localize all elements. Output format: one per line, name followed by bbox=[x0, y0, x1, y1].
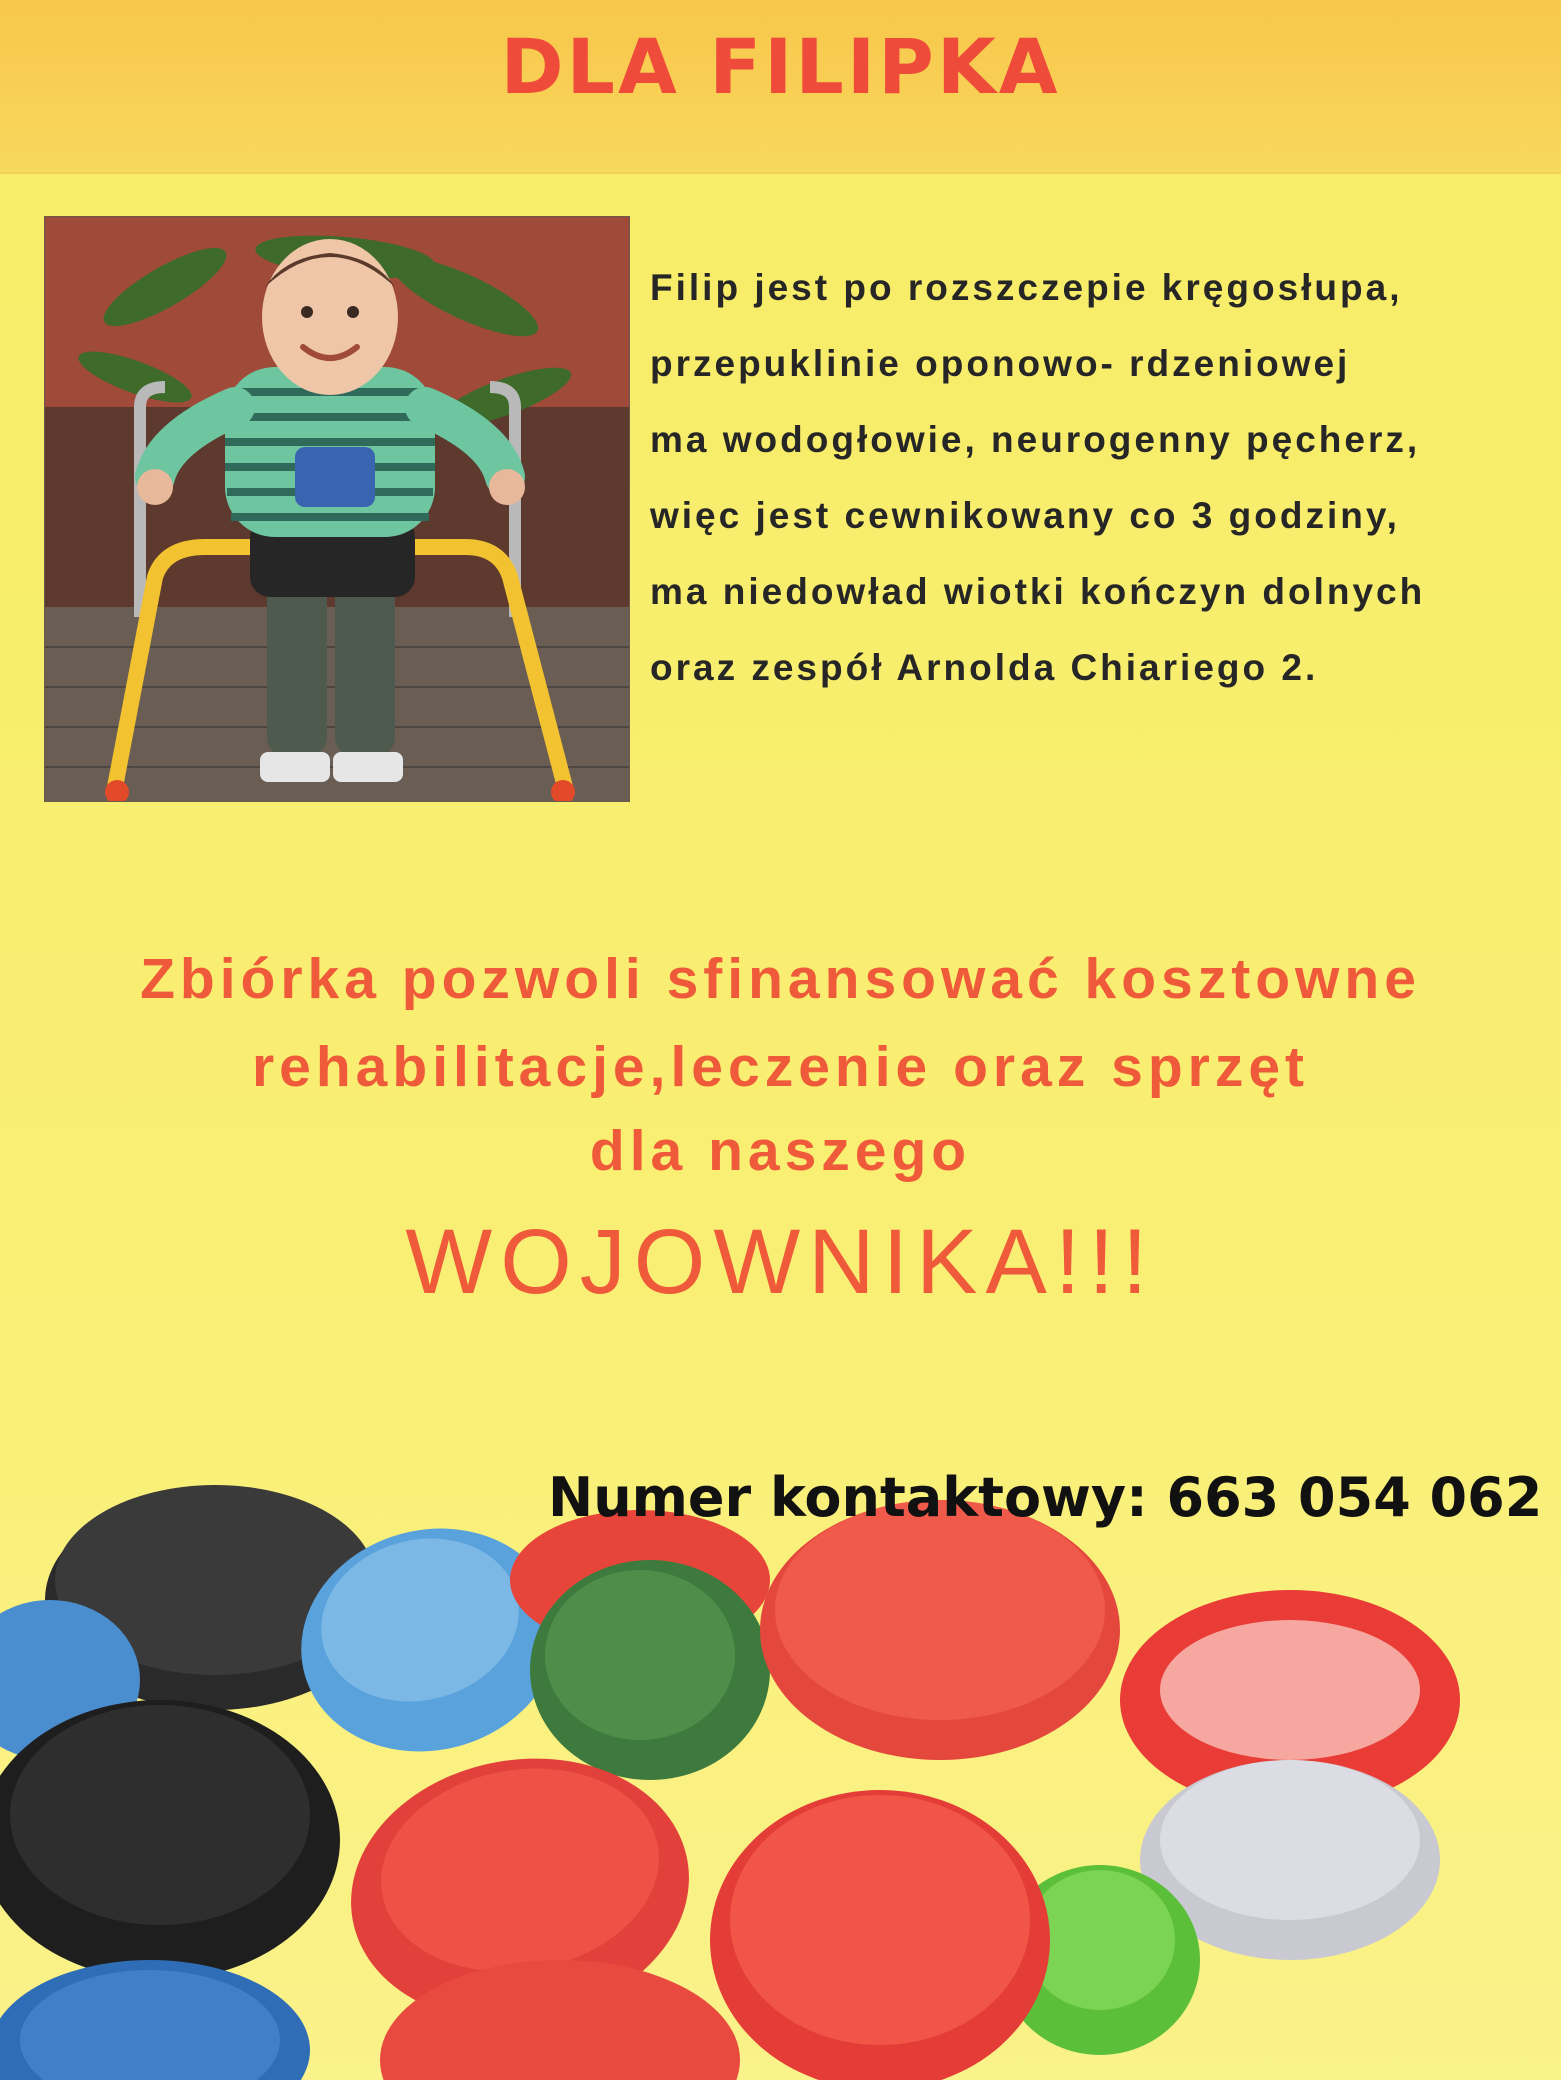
appeal-text bbox=[0, 946, 1561, 1315]
child-photo bbox=[44, 216, 630, 802]
description-line: ma niedowład wiotki kończyn dolnych bbox=[650, 571, 1426, 612]
header-band bbox=[0, 0, 1561, 174]
bottle-caps-image bbox=[0, 1470, 1561, 2080]
description-line: ma wodogłowie, neurogenny pęcherz, bbox=[650, 419, 1421, 460]
appeal-line: Zbiórka pozwoli sfinansować kosztowne bbox=[140, 947, 1421, 1011]
contact-number: Numer kontaktowy: 663 054 062 bbox=[548, 1466, 1543, 1529]
description-text bbox=[650, 250, 1550, 706]
bottle-caps-illustration bbox=[0, 1470, 1561, 2080]
child-photo-illustration bbox=[45, 217, 629, 801]
description-line: oraz zespół Arnolda Chiariego 2. bbox=[650, 647, 1319, 688]
description-line: Filip jest po rozszczepie kręgosłupa, bbox=[650, 267, 1403, 308]
appeal-line: rehabilitacje,leczenie oraz sprzęt bbox=[251, 1035, 1310, 1099]
poster-title: DLA FILIPKA bbox=[500, 22, 1061, 111]
appeal-line: dla naszego bbox=[589, 1119, 972, 1183]
appeal-headline: WOJOWNIKA!!! bbox=[405, 1211, 1156, 1313]
description-line: więc jest cewnikowany co 3 godziny, bbox=[650, 495, 1400, 536]
description-line: przepuklinie oponowo- rdzeniowej bbox=[650, 343, 1351, 384]
